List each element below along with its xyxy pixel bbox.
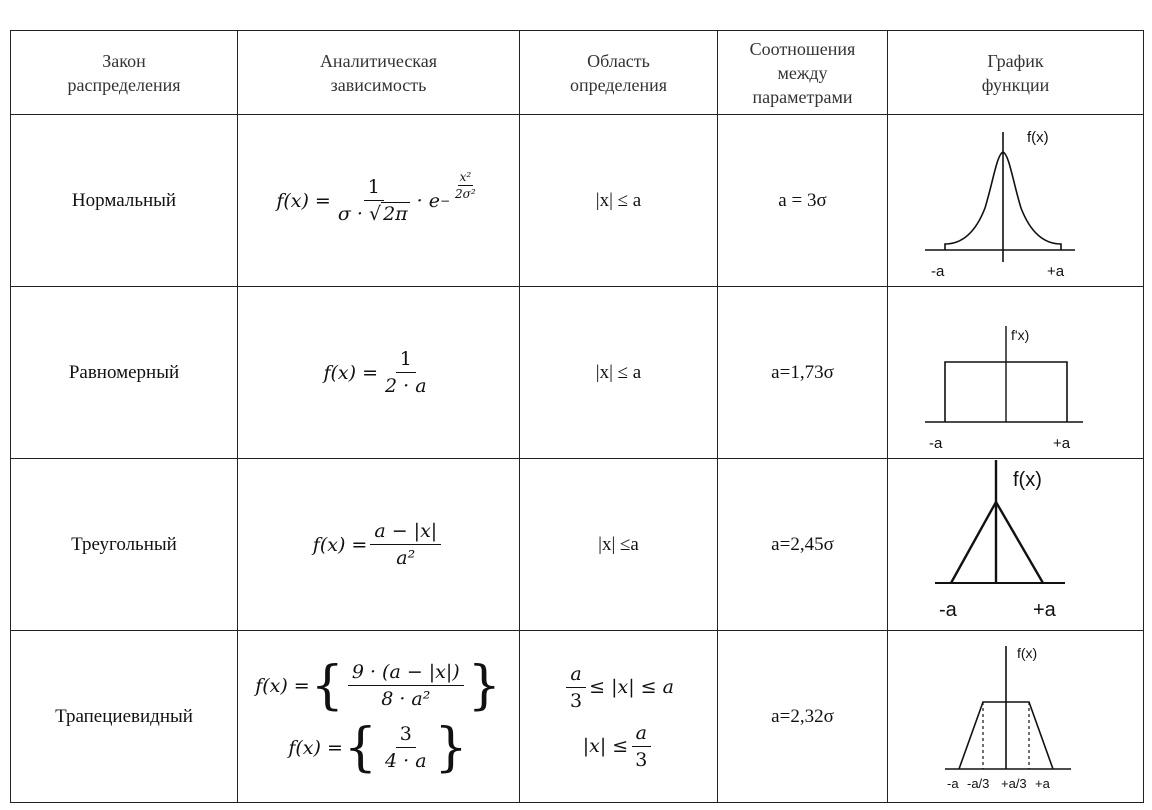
header-law	[11, 31, 238, 115]
sqrt-radicand: 2π	[383, 203, 408, 225]
law-name: Нормальный	[11, 115, 238, 287]
header-row	[11, 31, 1144, 115]
table-row	[11, 287, 1144, 459]
header-formula-line: зависимость	[330, 74, 427, 95]
x-tick-label: +a/3	[1000, 775, 1027, 791]
domain-line	[583, 722, 655, 771]
x-right-label: +a	[1046, 262, 1064, 280]
fraction	[370, 520, 441, 569]
y-axis-label: f'x)	[1010, 326, 1029, 343]
header-domain-line: определения	[569, 74, 668, 95]
denominator-sigma: σ ·	[337, 203, 369, 225]
x-tick-label: +a	[1034, 775, 1050, 791]
open-brace: {	[343, 717, 377, 778]
fraction	[348, 661, 464, 710]
exp-minus: −	[439, 193, 451, 208]
header-domain	[520, 31, 718, 115]
header-formula	[238, 31, 520, 115]
domain-line	[563, 663, 674, 712]
graph-cell	[888, 459, 1144, 631]
fraction-denominator: 3	[635, 748, 648, 771]
formula-lhs: f(x) =	[255, 674, 310, 697]
relation-cell: a=2,32σ	[718, 631, 888, 803]
header-formula-line: Аналитическая	[319, 50, 438, 71]
domain-cell: |x| ≤a	[520, 459, 718, 631]
formula-cell	[238, 287, 520, 459]
formula-cell	[238, 631, 520, 803]
table-row	[11, 115, 1144, 287]
open-brace: {	[310, 655, 344, 716]
fraction-numerator: a − |x|	[370, 520, 441, 545]
x-tick-label: -a/3	[966, 775, 989, 791]
law-name: Трапециевидный	[11, 631, 238, 803]
header-law-line: распределения	[67, 74, 181, 95]
header-relation-line: Соотношения	[749, 38, 856, 59]
graph-cell	[888, 287, 1144, 459]
formula-lhs: f(x) =	[288, 736, 343, 759]
fraction-numerator: 1	[396, 348, 416, 373]
fraction-numerator: 1	[364, 176, 384, 201]
law-name: Треугольный	[11, 459, 238, 631]
fraction	[334, 176, 414, 225]
fraction-denominator: 3	[570, 689, 583, 712]
x-left-label: -a	[938, 598, 957, 621]
fraction	[381, 348, 431, 397]
relation-cell: a=1,73σ	[718, 287, 888, 459]
y-axis-label: f(x)	[1012, 468, 1042, 491]
law-name: Равномерный	[11, 287, 238, 459]
exponent-denominator: 2σ²	[455, 187, 476, 201]
fraction-denominator: a²	[396, 547, 416, 569]
close-brace: }	[467, 655, 501, 716]
sqrt-symbol: √	[368, 203, 382, 225]
table-row	[11, 459, 1144, 631]
formula	[323, 348, 433, 397]
fraction	[631, 722, 651, 771]
fraction-numerator: a	[566, 663, 585, 688]
domain-cell	[520, 631, 718, 803]
formula-cell	[238, 115, 520, 287]
header-relation-line: параметрами	[752, 86, 853, 107]
domain-cell: |x| ≤ a	[520, 115, 718, 287]
header-graph-line: функции	[981, 74, 1050, 95]
x-left-label: -a	[928, 434, 942, 452]
exp-base: · e	[416, 189, 440, 212]
header-relation	[718, 31, 888, 115]
relation-cell: a = 3σ	[718, 115, 888, 287]
fraction-denominator: 2 · a	[385, 375, 427, 397]
close-brace: }	[434, 717, 468, 778]
x-tick-label: -a	[946, 775, 959, 791]
fraction-denominator: 4 · a	[385, 750, 427, 772]
graph-cell	[888, 115, 1144, 287]
header-relation-line: между	[777, 62, 828, 83]
header-graph	[888, 31, 1144, 115]
triangular-graph	[889, 460, 1143, 630]
formula-lhs: f(x) =	[276, 189, 331, 212]
fraction-numerator: 9 · (a − |x|)	[348, 661, 464, 686]
formula	[276, 170, 480, 225]
x-right-label: +a	[1052, 434, 1070, 452]
fraction-numerator: a	[632, 722, 651, 747]
fraction	[381, 723, 431, 772]
relation-cell: a=2,45σ	[718, 459, 888, 631]
domain-inequality: |x| ≤	[582, 735, 629, 757]
header-law-line: Закон	[102, 50, 146, 71]
exponent-fraction	[453, 170, 478, 201]
domain-stack	[520, 663, 717, 771]
fraction	[566, 663, 586, 712]
normal-graph	[889, 116, 1143, 286]
formula-lhs: f(x) =	[323, 361, 378, 384]
fraction-denominator: 8 · a²	[381, 688, 431, 710]
header-domain-line: Область	[587, 50, 650, 71]
uniform-graph	[889, 288, 1143, 458]
formula	[313, 520, 444, 569]
graph-cell	[888, 631, 1144, 803]
domain-cell: |x| ≤ a	[520, 287, 718, 459]
x-left-label: -a	[930, 262, 944, 280]
formula	[255, 655, 502, 716]
fraction-denominator	[334, 201, 414, 225]
y-axis-label: f(x)	[1026, 128, 1049, 146]
header-graph-line: График	[987, 50, 1044, 71]
formula-lhs: f(x) =	[312, 533, 368, 556]
formula	[288, 717, 468, 778]
fraction-numerator: 3	[396, 723, 416, 748]
trapezoidal-graph	[889, 632, 1143, 802]
formula-cell	[238, 459, 520, 631]
x-right-label: +a	[1032, 598, 1056, 621]
distribution-table	[10, 30, 1144, 803]
exponent-numerator: x²	[459, 170, 472, 184]
formula-stack	[238, 655, 519, 778]
domain-inequality: ≤ |x| ≤ a	[589, 676, 674, 698]
table-row	[11, 631, 1144, 803]
y-axis-label: f(x)	[1016, 644, 1037, 661]
